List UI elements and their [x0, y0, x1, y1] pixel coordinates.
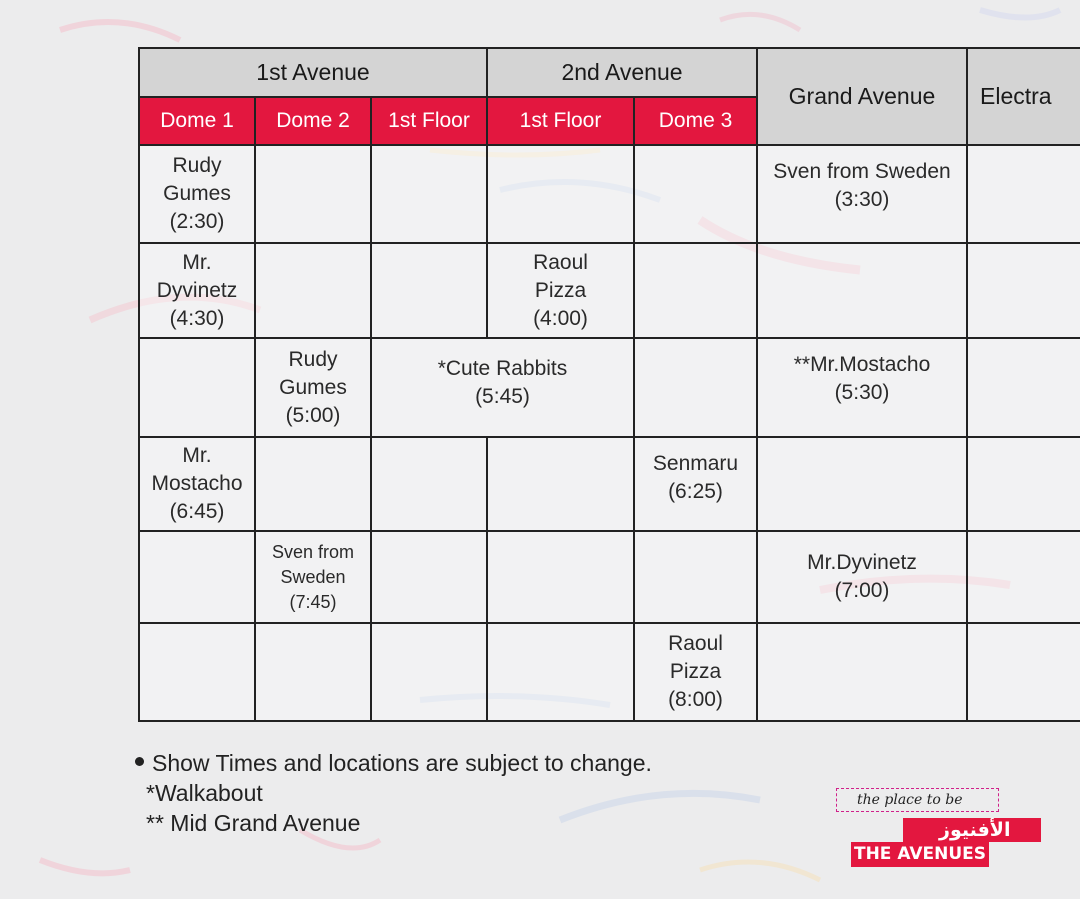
cell-empty [255, 243, 371, 338]
header-row-locations [139, 48, 1080, 97]
subheader-1st-floor-b: 1st Floor [487, 97, 634, 145]
cell-empty [967, 338, 1080, 437]
cell-r4-dome3: Senmaru (6:25) [634, 437, 757, 531]
cell-empty [255, 623, 371, 721]
cell-empty [634, 531, 757, 623]
cell-empty [757, 437, 967, 531]
table-row [139, 243, 1080, 338]
cell-empty [967, 243, 1080, 338]
cell-r4-dome1: Mr. Mostacho (6:45) [139, 437, 255, 531]
cell-empty [255, 145, 371, 243]
cell-empty [757, 623, 967, 721]
cell-empty [139, 338, 255, 437]
table-row [139, 437, 1080, 531]
cell-empty [371, 145, 487, 243]
cell-r1-grand: Sven from Sweden (3:30) [757, 145, 967, 243]
subheader-1st-floor-a: 1st Floor [371, 97, 487, 145]
subheader-dome-1: Dome 1 [139, 97, 255, 145]
bullet-icon [135, 757, 144, 766]
cell-r5-grand: Mr.Dyvinetz (7:00) [757, 531, 967, 623]
cell-empty [967, 531, 1080, 623]
cell-empty [255, 437, 371, 531]
cell-empty [634, 338, 757, 437]
cell-r3-dome2: Rudy Gumes (5:00) [255, 338, 371, 437]
cell-empty [371, 623, 487, 721]
cell-r2-dome1: Mr. Dyvinetz (4:30) [139, 243, 255, 338]
footnotes [135, 748, 652, 838]
cell-empty [634, 145, 757, 243]
header-electra: Electra [967, 48, 1080, 145]
show-schedule-table [138, 47, 1080, 722]
cell-empty [487, 437, 634, 531]
note-subject-to-change: Show Times and locations are subject to change. [135, 748, 652, 778]
cell-empty [967, 437, 1080, 531]
cell-empty [371, 437, 487, 531]
cell-empty [487, 531, 634, 623]
cell-r1-dome1: Rudy Gumes (2:30) [139, 145, 255, 243]
cell-empty [487, 145, 634, 243]
logo-tagline: the place to be [836, 788, 999, 812]
cell-empty [487, 623, 634, 721]
table-row [139, 623, 1080, 721]
cell-empty [967, 623, 1080, 721]
cell-r2-floor2: Raoul Pizza (4:00) [487, 243, 634, 338]
cell-empty [139, 531, 255, 623]
logo-arabic: الأفنيوز [903, 818, 1041, 842]
table-row [139, 531, 1080, 623]
cell-r3-floor-span: *Cute Rabbits (5:45) [371, 338, 634, 437]
header-grand-avenue: Grand Avenue [757, 48, 967, 145]
cell-empty [139, 623, 255, 721]
header-2nd-avenue: 2nd Avenue [487, 48, 757, 97]
logo-english: THE AVENUES [851, 842, 989, 867]
cell-empty [371, 531, 487, 623]
cell-empty [757, 243, 967, 338]
header-1st-avenue: 1st Avenue [139, 48, 487, 97]
cell-empty [967, 145, 1080, 243]
table-row [139, 338, 1080, 437]
note-walkabout: *Walkabout [146, 780, 263, 806]
note-mid-grand-avenue: ** Mid Grand Avenue [146, 810, 361, 836]
cell-empty [634, 243, 757, 338]
cell-empty [371, 243, 487, 338]
subheader-dome-3: Dome 3 [634, 97, 757, 145]
cell-r6-dome3: Raoul Pizza (8:00) [634, 623, 757, 721]
table-row [139, 145, 1080, 243]
subheader-dome-2: Dome 2 [255, 97, 371, 145]
cell-r3-grand: **Mr.Mostacho (5:30) [757, 338, 967, 437]
cell-r5-dome2: Sven from Sweden (7:45) [255, 531, 371, 623]
